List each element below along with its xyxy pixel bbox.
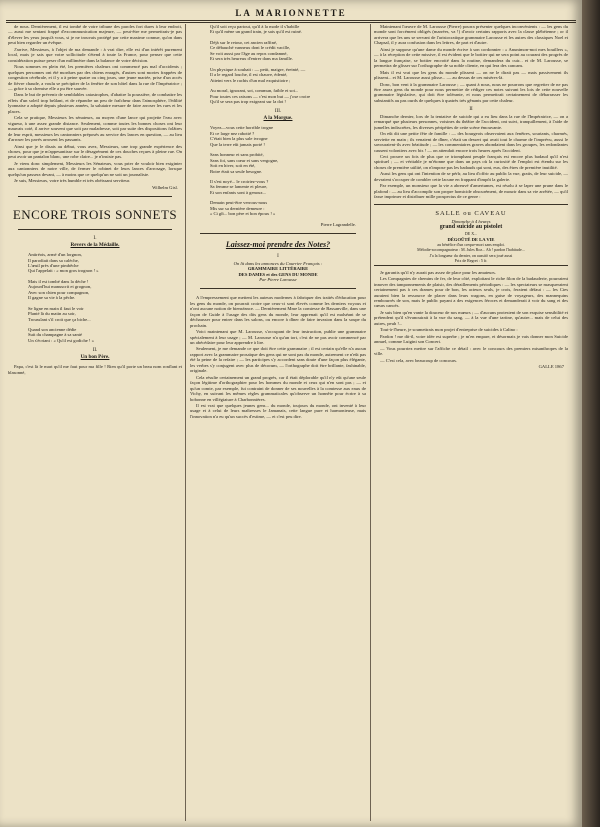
verse-line: Se voit aussi par l'âge au repos condamné, (210, 50, 288, 56)
sonnet-number: III. (274, 109, 282, 115)
verse-line: Au moral, ignorant, sot, commun, faible et sot... (210, 88, 299, 94)
verse-line: Boire était sa seule besogne. (210, 168, 263, 174)
poster-line: Mélodie-accompagnateur : M. Jules Roz... Ah ! pardon l'habitude... (417, 247, 525, 253)
verse-line: Antiréois, armé d'un lorgnon, (28, 252, 82, 258)
stanza (190, 67, 366, 83)
col2-para: A l'empressement que mettent les auteurs modernes à fabriquer des traités d'éducation pour les gens du monde, on pourrait croire que ceux-ci sont élevés comme les derniers voyous et n'ont aucune notion de bienséance. — Dernièrement Mme la comtesse de Bassanville, dans une façon de Guide à l'usage des dits gens du monde, leur apprenait qu'il est malséant de se déchausser pour entrer dans les salons, ou encore à dîner de faire invasion dans la soupe du prochain. (190, 295, 366, 328)
verse-line: Suit du champagne à sa santé (28, 332, 82, 338)
ad-line: Par Pierre Larousse (259, 276, 297, 282)
stanza (190, 40, 366, 62)
col2-para: Voici maintenant que M. Larousse, s'occupant de leur instruction, publie une grammaire spécialement à leur usage ; — M. Larousse n'a qu'un tort, c'est de ne pas avoir commencé par un abécédaire pour leur apprendre à lire. (190, 329, 366, 346)
poster-event: grand suicide au pistolet (439, 224, 503, 231)
sonnet-title: Un bon Père. (80, 353, 110, 360)
section-title: Laissez-moi prendre des Notes? (225, 240, 331, 250)
sonnets-title: ENCORE TROIS SONNETS (12, 207, 178, 223)
col1-para: de nous. Dernièrement, il est tombé de votre tribune des paroles fort dures à leur endroit, — aussi me sentant frappé d'excommunication majeure, — peut-être me permettrais-je pas d'élever les yeux jusqu'à vous, si je ne trouvais protégé par cette maxime connue, qu'on dans peut bien regarder un évêque. (8, 24, 182, 46)
verse-line: Trousslant s'il croit que ça biche... (28, 316, 91, 322)
verse-line: Déjà sur le retour, cet ancien raffiné, (210, 39, 278, 45)
verse-line: L'œuil près d'une pimbêche (28, 262, 79, 268)
header-rule (6, 20, 576, 23)
col2-para: Seulement, je me demande ce que doit être cette grammaire ; il est certain qu'elle n'a aucun rapport avec la grammaire prosaïque des gens qui ne sont pas du monde, autrement ce n'eût pas été la peine de la refaire ; — les participes s'y accordent sans doute d'une façon plus élégante, les verbes s'y conjugent avec plus de décorum, — l'orthographe doit être brillante, fashinable, originale. (190, 346, 366, 374)
sonnet-number: I. (93, 236, 97, 242)
col1-para: Nous sommes en plein été, les premières chaleurs ont commencé pas mal d'accidents ; quelques personnes ont été mordues par des chiens enragés, d'autres sont mortes frappées de congestion cérébrale, et il y a à peine quatre ou cinq jours, une jeune mariée, prise d'un accès de fièvre chaude, a voulu se précipiter de la fenêtre de son hôtel dans la rue de l'Impératrice ; — grâce à sa chemise elle a pu être sauvée. (8, 64, 182, 91)
col3-para: On eût dit une petite fête de famille : — des bourgeois observaient aux fenêtres, souriants, charmés, serviette en main ; ils venaient de dîner, c'était un dessert qui avait tout le charme de l'imprévu, aussi le savouraient-ils avec béatitude ; — les commentaires graves abondaient dans les groupes, les redondantes causent volontiers avec bis ! — on attendait encore trois heures après l'accident. (374, 131, 568, 153)
verse-line: Avec son chien pour compagnon, (28, 289, 90, 295)
verse-line: Il gagne sa vie à la pêche. (28, 295, 76, 301)
verse-line: Qui l'appelait : « mon gros trognon ! » (28, 268, 99, 274)
stanza (8, 279, 182, 301)
verse-line: Voyez—vous cette horrible trogne (210, 125, 274, 131)
col2-para: Il est vrai que quelques jeunes gens... du monde, toujours du monde, ont inventé à leur usage et à celui de leurs maîtresses le Jamanais, cette langue pure et harmonieuse, mais l'innovation n'a eu qu'un succès d'estime, — et c'est peu dire. (190, 403, 366, 419)
col3-para: Les Compagnies de chemins de fer, de leur côté, exploitant le riche filon de la badauderie, pourraient innover des tamponnements de plaisir, des déraillements périodiques : — les spectateurs se masqueraient certainement pas à ces drames pour de bon, les acteurs seuls, je crois, feraient défaut : — les Cies auraient bien la ressource de placer dans leurs wagons, en guise de voyageurs, des mannequins rembourrés de son, mais le public payant a des exigences féroces et demanderait à voir du sang et des cœurs cancés. (374, 276, 568, 309)
verse-line: Et sera très heureux d'entrer dans ma famille. (210, 56, 293, 62)
poster-date: Dimanche à 4 heures (451, 218, 491, 224)
sonnet-title: Revers de la Médaille. (70, 241, 120, 248)
sonnet-title: A la Morgue. (263, 114, 293, 121)
verse-line: Qu'il se sera pas trop exigeant sur la dot ! (210, 98, 286, 104)
stanza (190, 200, 366, 216)
verse-line: Mais il est tombé dans la dèche ! (28, 278, 89, 284)
col3-para: Aussi les gens qui ont l'intention de se pérîr, au lieu d'offrir au public la vue, gratis, de leur suicide, — devraient s'occuper de combler cette lacune en frappant d'impôt la galerie. (374, 171, 568, 182)
col3-para: Pardon ! me dit-il, votre idée est superbe ; je m'en empare, et désormais je vais donner mon Suicide annuel, comme Luigini son Concert. (374, 333, 568, 345)
verse-line: Et ce large nez rabotté ? (210, 130, 255, 136)
verse-line: Un s'écriant : « Qu'il est godiche ! » (28, 337, 94, 343)
stanza (190, 24, 366, 35)
verse-line: Sa femme se lamente et pleure, (210, 184, 268, 190)
poster-headline: SALLE ou CAVEAU (435, 209, 507, 217)
separator (18, 196, 172, 197)
poem-signature: Pierre Lagrandelle. (320, 221, 356, 227)
verse-line: Un physique à souhait : — petit, maigre, éreinté, — (210, 66, 306, 72)
verse-line: Ce débauché vanneux dont le crédit vacille, (210, 45, 291, 51)
stanza (190, 125, 366, 147)
col3-para: Je garantis qu'il n'y aurait pas assez de place pour les amateurs. (380, 269, 496, 275)
stanza (8, 327, 182, 343)
poster-line: DÉGOÛTÉ DE LA VIE (447, 236, 495, 242)
verse-line: Demain peut-être verrous-nous (210, 200, 268, 206)
stanza (190, 152, 366, 174)
verse-line: C'était bien la plus sale ivrogne (210, 136, 268, 142)
verse-line: Qu'il soit reçu partout, qu'il à la mode il s'habille (210, 24, 300, 29)
stanza (190, 88, 366, 104)
verse-line: Quand son ancienne dédie (28, 327, 77, 333)
poster-by: DE X... (464, 231, 478, 237)
poster-line: J'a la longueur du dernier, on aussitô sera joué aussi (429, 252, 513, 258)
col1-para: Cela se pratique, Messieurs les sénateurs, au moyen d'une lance qui projette l'eau avec vigueur, à une assez grande distance. Seulement, comme toutes les bonnes choses ont leur mauvais coté, il arrive souvent que soit par maladresse, soit par suite des dispositions folâtres de leur esprit, messieurs les cantonniers préposés au service des lances en question, — au lieu d'arroser les pavés arrosent les passants. (8, 115, 182, 143)
column-divider (370, 24, 371, 821)
col3-para: Mais il est vrai que les gens du monde plissent — on ne le dirait pas — mais passivement ils plissent... et M. Larousse aussi plisse... — au dessus de ces misères-là. (374, 69, 568, 81)
verse-line: « Ci gît... bon père et bon époux ! » (210, 211, 276, 217)
col1-para: Je viens donc simplement, Messieurs les Sénateurs, vous prier de vouloir bien exiginter aux cantonniers de notre ville, de fermer le robinet de leurs lances d'arrosage, lorsque quelqu'un passera devant, — à moins que ce quelqu'un ne soit un journaliste. (8, 160, 182, 177)
col1-para: Ainsi que je le disais au début, vous avez, Messieurs, une trop grande expérience des choses, pour que je m'appesantisse sur le désagrément de ces douches reçues à pleine rue. On peut avoir un pantalon blanc, une robe claire... je n'insiste pas. (8, 143, 182, 160)
col3-para: Tout-à-l'heure, je soumettrais mon projet d'entreprise de suicides à Calino : (380, 327, 518, 333)
column-1 (8, 24, 182, 821)
col3-para: Ceci prouve un fois de plus que ce triomphant peuple français est encore plus badaud qu'il n'est spirituel ; — et véritable je m'étonne que dans un pays où la curiosité de l'emploi est étendu sur les choses de première utilité, on n'impose pas les badauds qui sont, eux, des êtres de première inutilité. (374, 153, 568, 170)
separator (200, 288, 356, 289)
ad-line: GRAMMAIRE LITTÉRAIRE (247, 266, 309, 272)
letter-signature: Wilhelm Gisl. (152, 184, 178, 190)
verse-line: Sans honneur et sans probité, (210, 152, 264, 158)
page-binding-edge (582, 0, 600, 827)
page-header-title: LA MARIONNETTE (235, 8, 347, 18)
column-2 (190, 24, 366, 821)
col3-para: Ainsi je suppose qu'une dame du monde écrive à son cordonnier : « Anunimon-moi mes bouillers », — à la réception de cette missive, il est évident que le bottier qui ne sera point au courant des progrès de la langue française, se bottier encrotté dans la routine, demandera du cuir... et de M. Larousse, se permettra de glisser sur l'orthographe de sa noble cliente, en qui lera des cancans. (374, 46, 568, 69)
col3-para: Donc, bon vent à la grammaire Larousse ; — quant à nous, nous ne pourrons que regretter de ne pas être assez gens du monde pour nous permettre de rédiger ces notes suivant les lois de cette nouvelle grammaire législative, qui doit être tolérante, et nous permettrait certainement de débarrasser les substantifs au pas ourds de quelques à quatrès très gênants par cette chaleur. (374, 81, 568, 103)
verse-line: Aujourd'hui manuscrit et grognon, (28, 284, 92, 290)
verse-line: Pour toutes ces raisons — c'est mon but — j'ose croire (210, 93, 311, 99)
ad-line: DES DAMES et des GENS DU MONDE (238, 271, 318, 277)
col1-para: Dans le but de prévenir de semblables catastrophes, d'abattre la poussière, de combattre les effets d'un soleil trop brûlant, et de répandre un peu de fraîcheur dans l'atmosphère, l'édilité lyonnaise a adopté depuis plusieurs années, la salutaire mesure de faire arroser les rues et les places. (8, 92, 182, 114)
poster-line: au bénéfice d'un creque-mort sans emploi. (437, 241, 505, 247)
mock-poster (374, 204, 568, 266)
col1-para: Papa, c'est là le mari qu'il me faut pour ma fille ! Rien qu'il porte un beau nom ronflant et blasonné, (8, 364, 182, 375)
verse-line: Mis sur sa dernière demeure : (210, 205, 265, 211)
column-3 (374, 24, 568, 821)
verse-line: Que la terre eût jamais porté ! (210, 141, 265, 147)
verse-line: Planté là du matin au soir, (28, 311, 76, 317)
stanza (8, 306, 182, 322)
column-divider (185, 24, 186, 821)
verse-line: Soit en hiver, soit en été, (210, 163, 256, 169)
verse-line: Et son enfants sont à genoux... (210, 189, 267, 195)
verse-line: Sans foi, sans cœur et sans vergogne, (210, 157, 279, 163)
col3-para: Par exemple, un monsieur que la vie a abreuvé d'amertumes, est résolu à se laper une prune dans le plafond : — au lieu d'accomplir son propre homicide obscurément, de mourir dans sa vie arrêtée, — qu'il fasse imprimer et distribuer mille prospectus de ce genre : (374, 183, 568, 200)
sonnet-number: II. (92, 348, 98, 354)
separator (200, 233, 356, 234)
section-number: I (277, 254, 279, 260)
intro-line: On lit dans les annonces du Courrier Français : (233, 260, 323, 266)
stanza (8, 252, 182, 274)
col3-para: Maintenant l'œuvre de M. Larousse (Pierre) pourra présenter quelques inconvénients : — les gens du monde sont forcément obligés (marrées, va !) d'avoir certains rapports avec la classe plébéienne ; or il arrivera que les uns se servant de l'aristocratique grammaire Larousse et les autres des classiques Noel et Chapsal, il y aura confusion dans les lettres, de part et d'autre. (374, 24, 568, 46)
article-signature: GALLE 1867 (538, 364, 564, 370)
col3-para: Je suis bien qu'en vante la douceur de nos mœurs ; — d'aucuns protestent de son exquise sensibilité et prétendent qu'il s'évanouirait à la vue du sang, — à la vue d'une tartine, qu'autre... mais de celui des autres, peuh !... (374, 309, 568, 326)
section-number: II (469, 107, 473, 113)
verse-line: Il s'est noyé... le croiriez-vous ? (210, 178, 269, 184)
verse-line: Se ligne en main il faut le voir (28, 305, 84, 311)
stanza (190, 179, 366, 195)
verse-line: Et qu'il mène un grand train, je sais qu'il est ruiné. (210, 29, 302, 35)
poster-price: Prix de Regret : 5 fr. (454, 258, 488, 264)
col3-para: — Vous pourriez mettre sur l'affiche ce détail : avec le concours des premiers misanthropes de la ville. (374, 345, 568, 357)
col2-para: Cela résulte certainement un grand progrès, car il était déplorable qu'il n'y eût qu'une seule façon légitime d'orthographier pour les hommes du monde et ceux qui n'en sont pas ; — et qu'un comte, par exemple, fut contraint de donner de ses nouvelles à la comtesse aux eaux de Vichy, en suivant les mêmes règles grammaticales qu'observe un honnête pour écrire à sa bobonne en villégiature à Charbonnières. (190, 374, 366, 402)
verse-line: Atteint vers le rachis d'un mal exquisitoire ; (210, 77, 291, 83)
verse-line: Il parodiait dans sa calèche, (28, 257, 79, 263)
col3-para: — C'est cela, avec beaucoup de concours. (380, 357, 458, 363)
col1-para: Je suis, Messieurs, votre très humble et très obéissant serviteur. (14, 178, 131, 184)
col3-para: Dimanche dernier, lors de la tentative de suicide qui a eu lieu dans la rue de l'Impératrice, — on a remarqué que plusieurs personnes, voisines du théâtre de l'accident, ont suivi, tranquillement, à l'aide de jumelles indiscrètes, les diverses péripéties de cette scène émouvante. (374, 113, 568, 130)
verse-line: Il a le regard louche, il est chauve, édenté, (210, 72, 288, 78)
col1-para: J'arrive, Messieurs, à l'objet de ma demande : à vrai dire, elle est d'un intérêt purement local, mais je sais que votre sollicitude s'étend à toute la France, pour penser que cette considération puisse peser d'un millimètre dans la balance de votre décision. (8, 46, 182, 63)
separator (18, 229, 172, 230)
